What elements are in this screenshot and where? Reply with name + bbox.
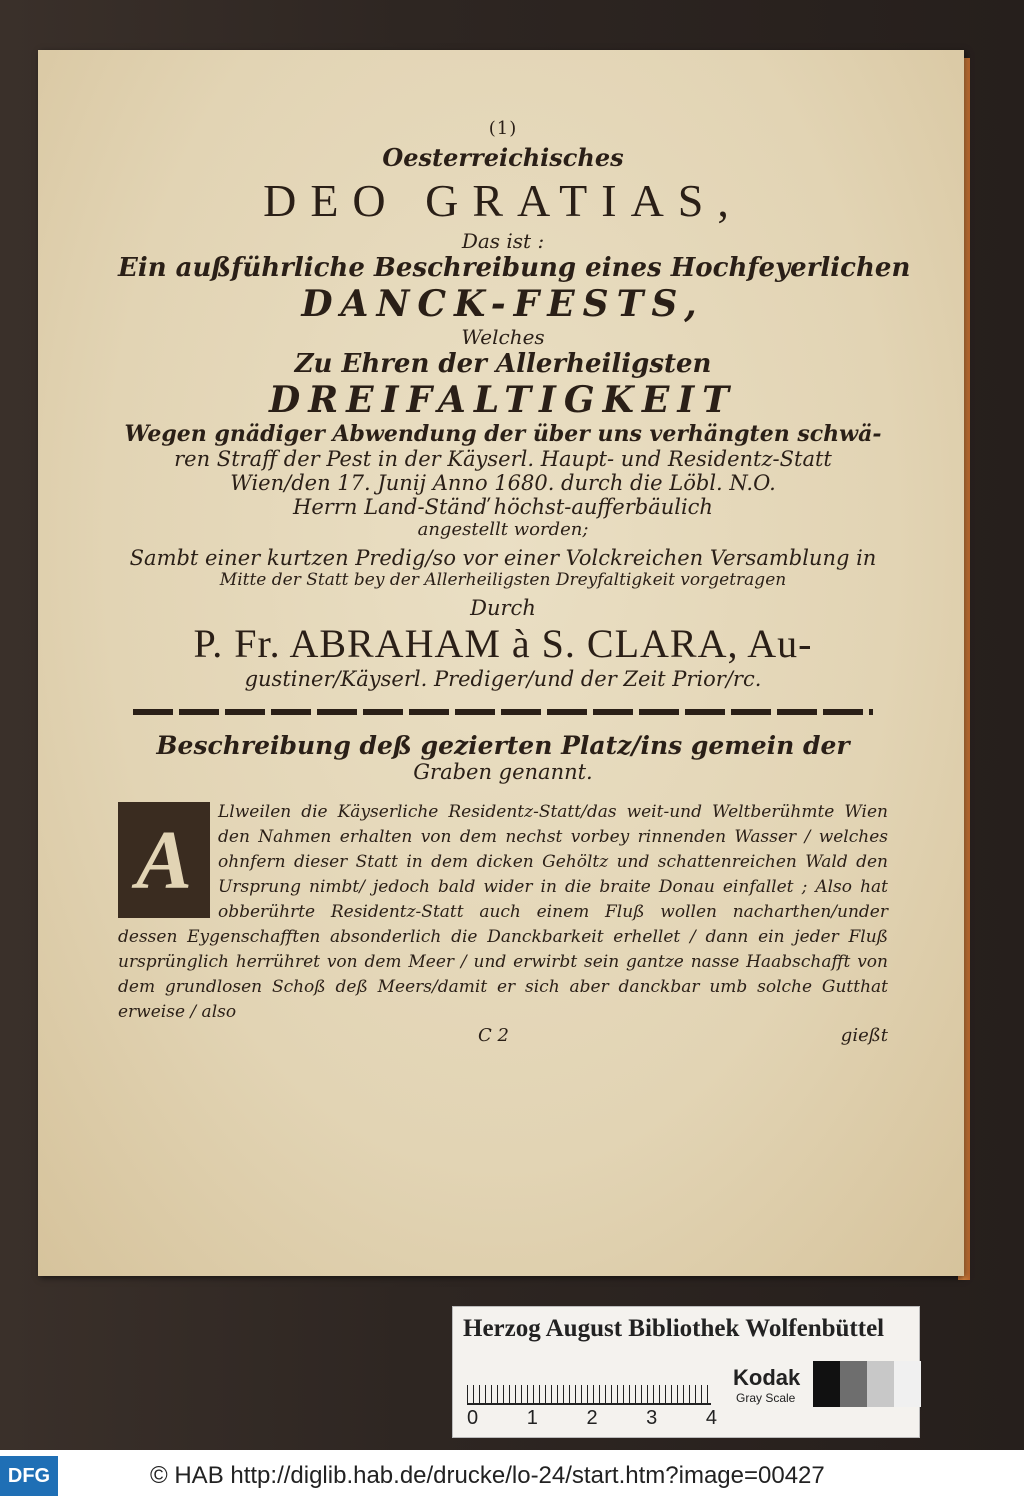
library-scale-card [452, 1306, 920, 1438]
page-foot [118, 1025, 888, 1046]
ruler-numbers [467, 1407, 717, 1430]
title-line-3: Das ist : [461, 229, 545, 253]
title-line-11: Wien/den 17. Junij Anno 1680. durch die Löbl. N.O. [230, 471, 776, 495]
drop-cap-initial: A [118, 802, 210, 918]
gray-swatch [813, 1361, 840, 1407]
dfg-logo: DFG [0, 1456, 58, 1496]
title-danck-fests: DANCK-FESTS, [301, 283, 705, 325]
ruler-number: 1 [526, 1407, 538, 1429]
title-line-7: Zu Ehren der Allerheiligsten [294, 349, 712, 379]
copyright-link[interactable]: © HAB http://diglib.hab.de/drucke/lo-24/start.htm?image=00427 [150, 1462, 825, 1489]
ruler-number: 4 [705, 1407, 717, 1429]
ruler-number: 2 [586, 1407, 598, 1429]
gray-scale-label: Gray Scale [736, 1391, 796, 1405]
title-line-4: Ein außführliche Beschreibung eines Hochfeyerlichen [118, 253, 911, 283]
title-deo-gratias: DEO GRATIAS, [263, 175, 743, 226]
ruler-scale [467, 1365, 711, 1405]
paragraph-text: Llweilen die Käyserliche Residentz-Statt/das weit-und Weltberühmte Wien den Nahmen erhalten von dem nechst vorbey rinnenden Wasser / welches ohnfern dieser Statt in dem dicken Gehöltz und schattenreichen Wald den Ursprung nimbt/ jedoch bald wider in die braite Donau einfallet ; Also hat obberührte Residentz-Statt auch einem Fluß wollen nacharthen/under dessen Eygenschafften absonderlich die Danckbarkeit erhellet / dann ein jeder Fluß ursprünglich herrühret von dem Meer / und erwirbt sein gantze nasse Haabschafft von dem grundlosen Schoß deß Meers/damit er sich aber danckbar umb solche Gutthat erweise / also [118, 802, 888, 1022]
title-line-13: angestellt worden; [417, 519, 589, 540]
title-line-16: Durch [470, 596, 536, 620]
page-number: (1) [488, 118, 518, 139]
body-paragraph [118, 800, 888, 1025]
gray-swatch [894, 1361, 921, 1407]
title-line-10: ren Straff der Pest in der Käyserl. Haupt- und Residentz-Statt [174, 447, 832, 471]
catchword: gießt [840, 1025, 888, 1046]
title-line-14: Sambt einer kurtzen Predig/so vor einer Volckreichen Versamblung in [129, 546, 877, 570]
title-line-9: Wegen gnädiger Abwendung der über uns verhängten schwä- [124, 421, 882, 447]
ruler-number: 3 [646, 1407, 658, 1429]
title-line-12: Herrn Land-Stänď höchst-aufferbäulich [293, 495, 713, 519]
book-page [38, 50, 964, 1276]
ruler-number: 0 [467, 1407, 479, 1429]
library-name: Herzog August Bibliothek Wolfenbüttel [463, 1315, 885, 1342]
signature-mark: C 2 [478, 1025, 509, 1046]
author-line: P. Fr. ABRAHAM à S. CLARA, Au- [193, 621, 813, 666]
author-line-2: gustiner/Käyserl. Prediger/und der Zeit Prior/rc. [244, 667, 762, 691]
gray-swatch [840, 1361, 867, 1407]
page-content [118, 118, 911, 1046]
gray-swatches [813, 1361, 921, 1407]
title-line-1: Oesterreichisches [382, 143, 624, 172]
kodak-logo: Kodak [733, 1365, 801, 1390]
section-title-line-1: Beschreibung deß gezierten Platz/ins gemein der [156, 731, 850, 760]
section-title-line-2: Graben genannt. [413, 760, 593, 784]
title-line-15: Mitte der Statt bey der Allerheiligsten Dreyfaltigkeit vorgetragen [219, 570, 787, 590]
title-line-6: Welches [461, 325, 545, 349]
ornamental-rule [133, 709, 873, 715]
gray-swatch [867, 1361, 894, 1407]
title-dreifaltigkeit: DREIFALTIGKEIT [269, 379, 737, 421]
